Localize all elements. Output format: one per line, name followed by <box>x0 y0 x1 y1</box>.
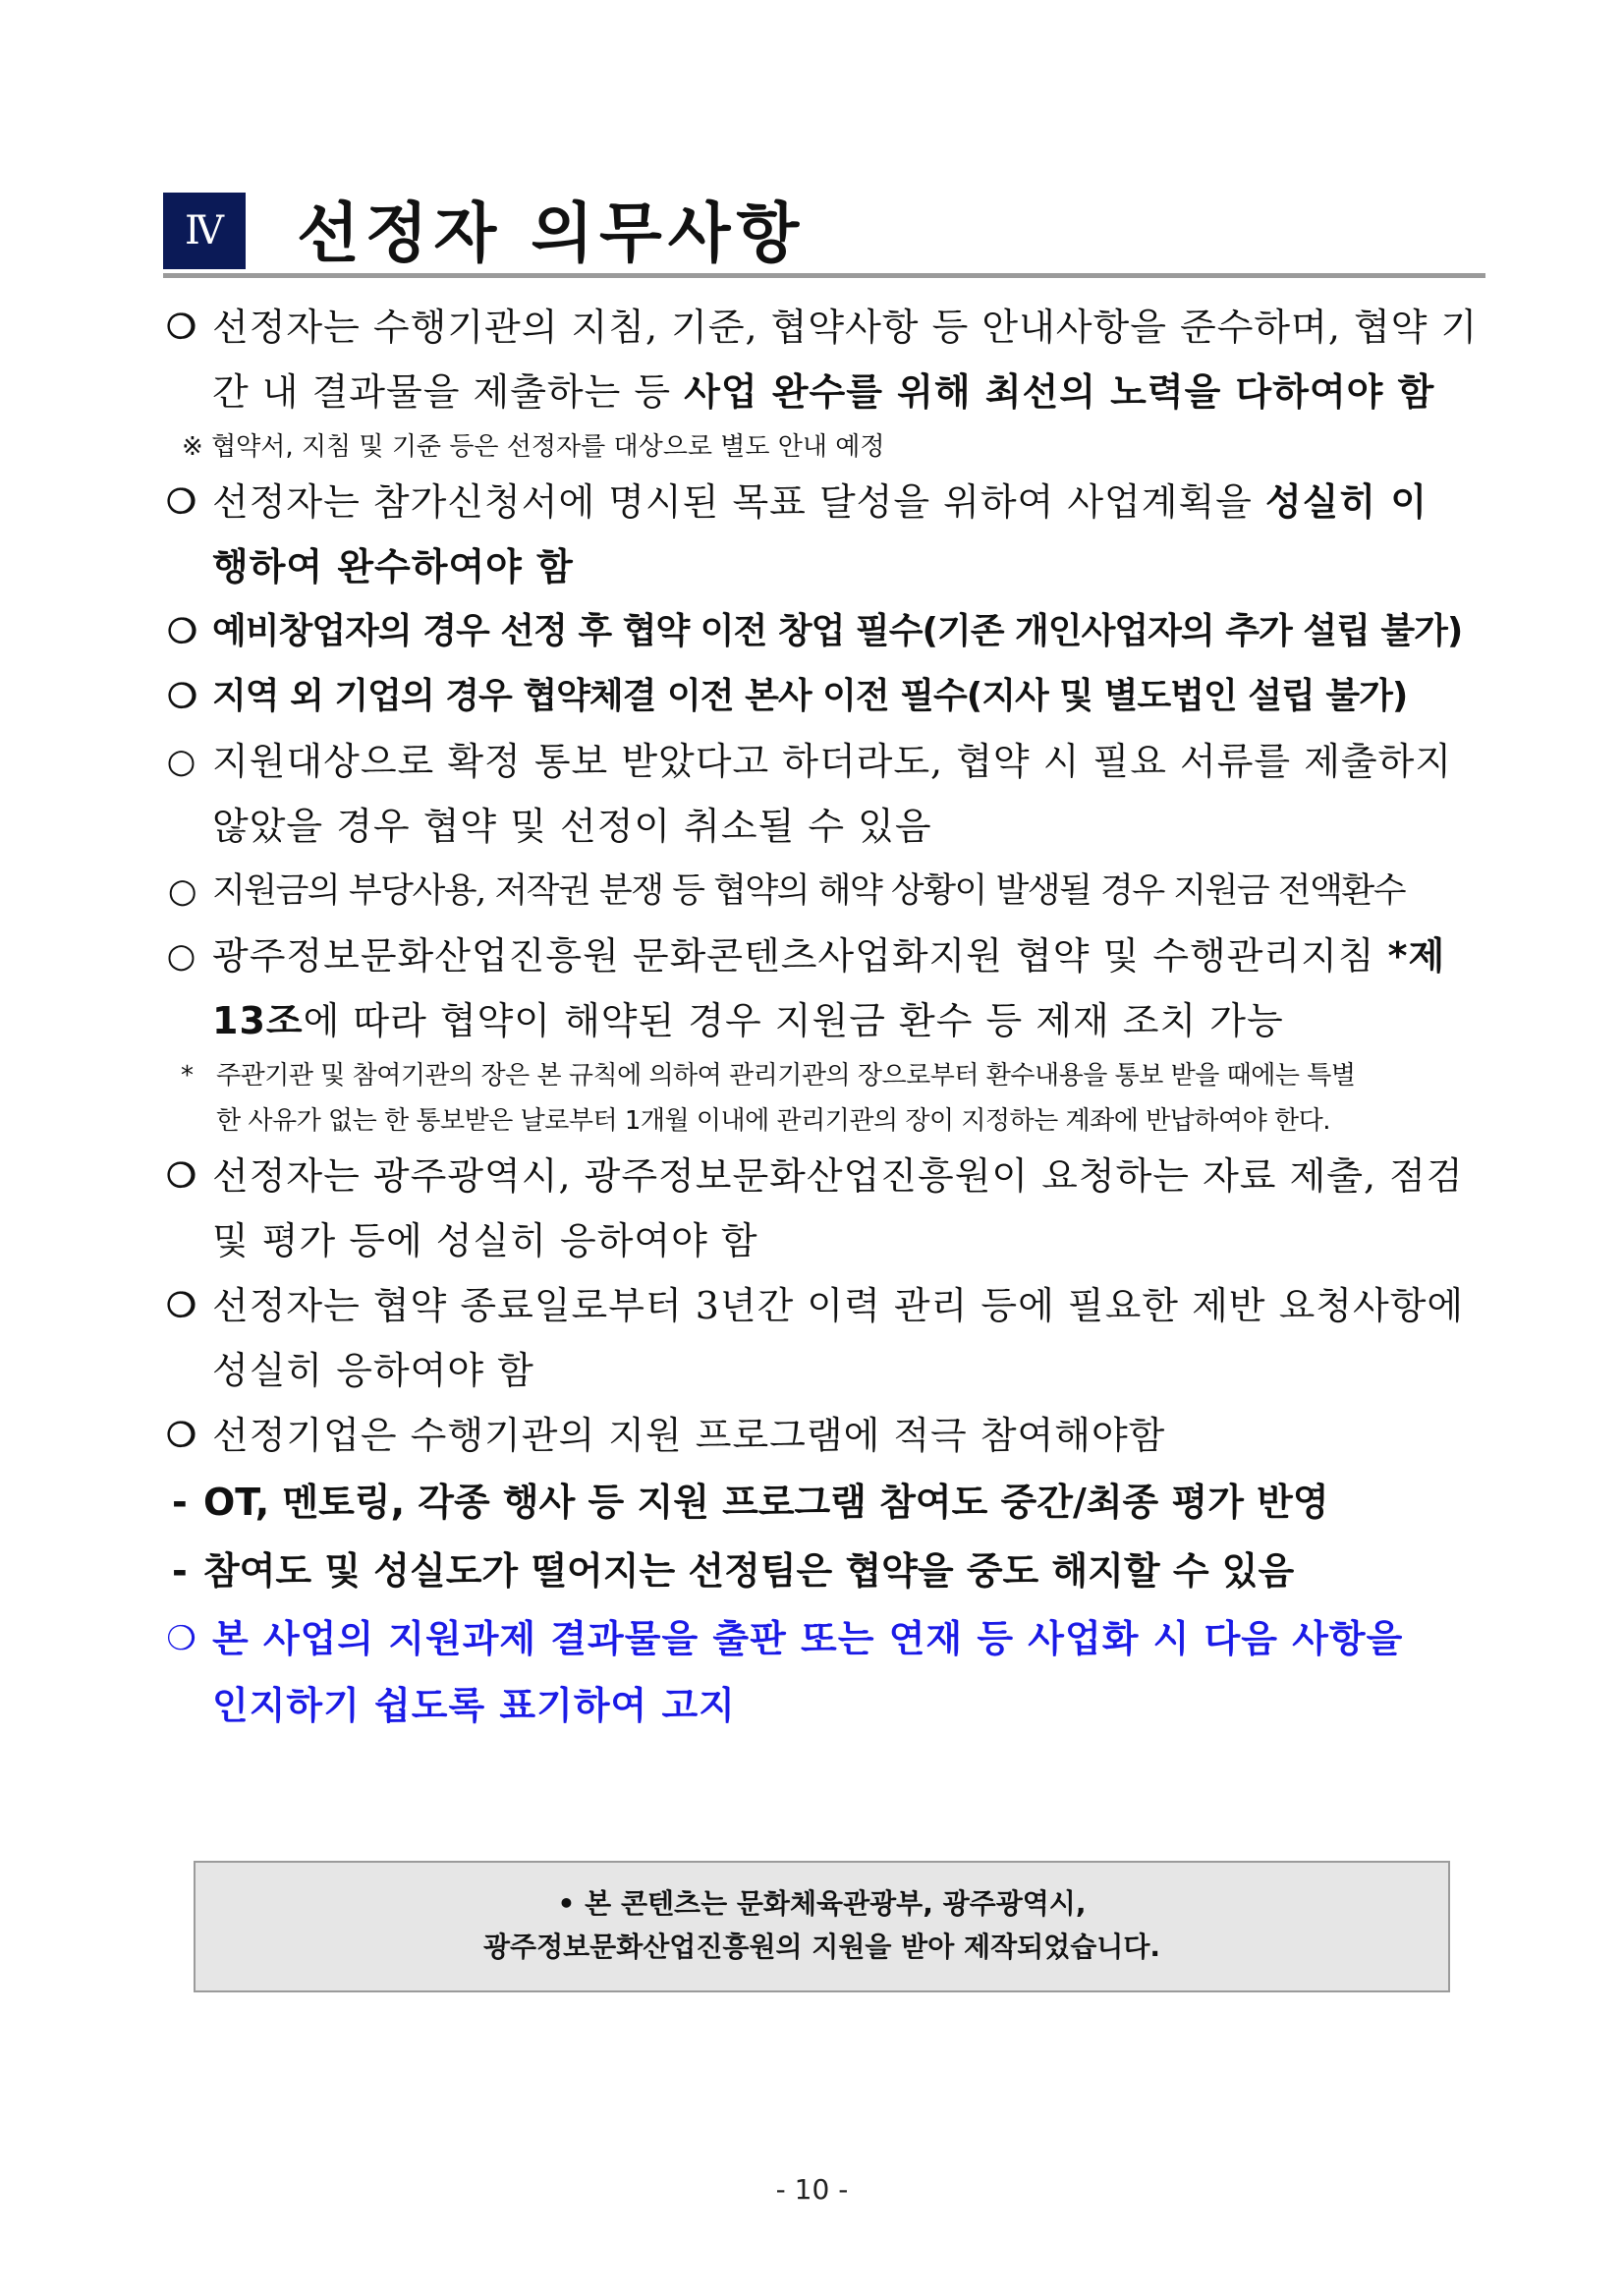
footnote-line: 한 사유가 없는 한 통보받은 날로부터 1개월 이내에 관리기관의 장이 지정하는 계좌에 반납하여야 한다. <box>216 1106 1331 1136</box>
acknowledgement-line: • 본 콘텐츠는 문화체육관광부, 광주광역시, <box>557 1887 1087 1920</box>
list-item <box>157 599 1484 664</box>
list-item <box>157 729 1484 859</box>
bullet-hollow-circle-icon: ○ <box>166 742 197 781</box>
section-number-badge: Ⅳ <box>163 193 246 269</box>
item-line: 인지하기 쉽도록 표기하여 고지 <box>212 1684 736 1727</box>
list-item <box>157 924 1484 1053</box>
bullet-circle-icon: ❍ <box>166 482 197 522</box>
list-item <box>157 1273 1484 1403</box>
list-item <box>157 295 1484 424</box>
footnote <box>157 1053 1484 1144</box>
list-item <box>157 470 1484 599</box>
list-item <box>157 1403 1484 1468</box>
bullet-circle-icon: ❍ <box>166 308 197 347</box>
sub-item <box>157 1537 1484 1605</box>
bullet-hollow-circle-icon: ○ <box>166 936 197 976</box>
item-line: 선정자는 수행기관의 지침, 기준, 협약사항 등 안내사항을 준수하며, 협약 기 <box>212 306 1479 349</box>
emphasis-text: 사업 완수를 위해 최선의 노력을 다하여야 함 <box>684 370 1435 414</box>
sub-item <box>157 1468 1484 1537</box>
emphasis-text: 행하여 완수하여야 함 <box>212 545 574 588</box>
item-line: 선정기업은 수행기관의 지원 프로그램에 적극 참여해야함 <box>212 1414 1166 1457</box>
section-header <box>163 193 1485 275</box>
item-line: 지원금의 부당사용, 저작권 분쟁 등 협약의 해약 상황이 발생될 경우 지원금 전액환수 <box>212 871 1406 911</box>
bullet-circle-icon: ❍ <box>166 1619 197 1658</box>
item-line: 광주정보문화산업진흥원 문화콘텐츠사업화지원 협약 및 수행관리지침 *제 <box>212 934 1446 978</box>
footnote-line: 주관기관 및 참여기관의 장은 본 규칙에 의하여 관리기관의 장으로부터 환수내용을 통보 받을 때에는 특별 <box>216 1061 1356 1091</box>
bullet-circle-icon: ❍ <box>167 677 196 716</box>
emphasis-text: *제 <box>1387 934 1446 978</box>
item-line: 13조에 따라 협약이 해약된 경우 지원금 환수 등 제재 조치 가능 <box>212 999 1284 1042</box>
obligations-list <box>157 295 1484 1739</box>
bullet-circle-icon: ❍ <box>166 1156 197 1196</box>
item-line: 본 사업의 지원과제 결과물을 출판 또는 연재 등 사업화 시 다음 사항을 <box>212 1617 1404 1660</box>
title-underline <box>163 273 1485 278</box>
sub-item-text: 참여도 및 성실도가 떨어지는 선정팀은 협약을 중도 해지할 수 있음 <box>203 1549 1295 1593</box>
reference-text: 협약서, 지침 및 기준 등은 선정자를 대상으로 별도 안내 예정 <box>211 432 885 462</box>
reference-mark: ※ <box>182 432 203 462</box>
acknowledgement-line: 광주정보문화산업진흥원의 지원을 받아 제작되었습니다. <box>482 1931 1161 1963</box>
dash-mark: - <box>172 1481 188 1524</box>
item-line: 선정자는 협약 종료일로부터 3년간 이력 관리 등에 필요한 제반 요청사항에 <box>212 1284 1465 1327</box>
list-item <box>157 664 1484 729</box>
item-line: 지원대상으로 확정 통보 받았다고 하더라도, 협약 시 필요 서류를 제출하지 <box>212 740 1453 783</box>
acknowledgement-box <box>194 1861 1450 1992</box>
item-line: 지역 외 기업의 경우 협약체결 이전 본사 이전 필수(지사 및 별도법인 설립 불가) <box>212 676 1408 716</box>
item-line <box>212 534 1484 599</box>
bullet-circle-icon: ❍ <box>167 612 196 651</box>
bullet-hollow-circle-icon: ○ <box>167 871 196 911</box>
sub-item-text: OT, 멘토링, 각종 행사 등 지원 프로그램 참여도 중간/최종 평가 반영 <box>203 1481 1329 1524</box>
item-line: 간 내 결과물을 제출하는 등 사업 완수를 위해 최선의 노력을 다하여야 함 <box>212 370 1435 414</box>
reference-note <box>157 424 1484 470</box>
bullet-circle-icon: ❍ <box>166 1416 197 1455</box>
item-line: 예비창업자의 경우 선정 후 협약 이전 창업 필수(기존 개인사업자의 추가 설립 불가) <box>212 611 1463 651</box>
item-line: 및 평가 등에 성실히 응하여야 함 <box>212 1219 758 1262</box>
item-line: 않았을 경우 협약 및 선정이 취소될 수 있음 <box>212 805 932 848</box>
highlighted-list-item <box>157 1605 1484 1739</box>
item-line: 성실히 응하여야 함 <box>212 1349 534 1392</box>
bullet-circle-icon: ❍ <box>166 1286 197 1325</box>
emphasis-text: 성실히 이 <box>1264 480 1428 524</box>
dash-mark: - <box>172 1549 188 1593</box>
section-title: 선정자 의무사항 <box>297 196 806 271</box>
list-item <box>157 1144 1484 1273</box>
item-line: 선정자는 광주광역시, 광주정보문화산업진흥원이 요청하는 자료 제출, 점검 <box>212 1154 1464 1198</box>
item-line: 선정자는 참가신청서에 명시된 목표 달성을 위하여 사업계획을 성실히 이 <box>212 480 1428 524</box>
footnote-mark: * <box>181 1061 194 1091</box>
list-item <box>157 859 1484 924</box>
emphasis-text: 13조 <box>212 999 304 1042</box>
page-number: - 10 - <box>775 2173 849 2206</box>
